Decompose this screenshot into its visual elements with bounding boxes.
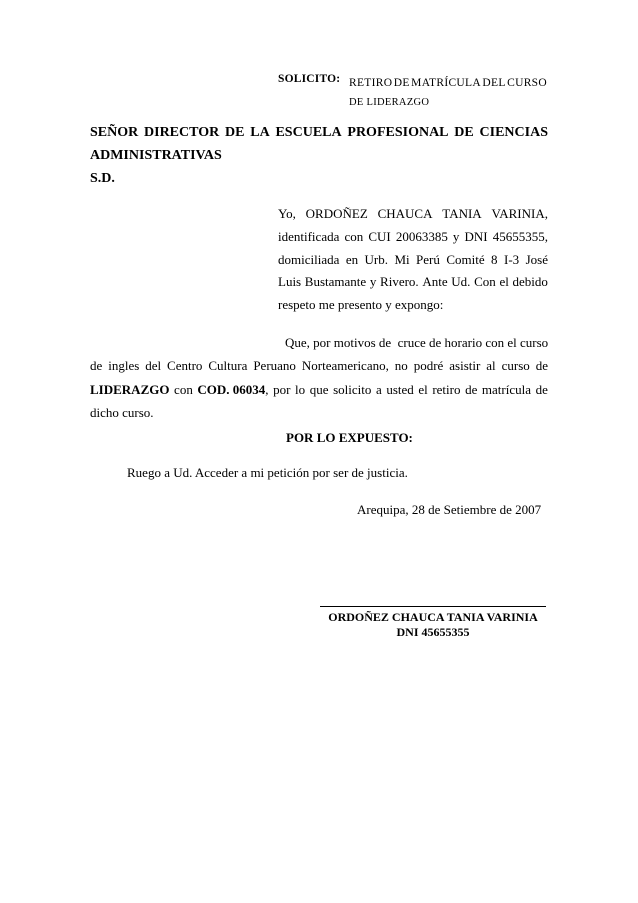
- word: Perú: [416, 251, 440, 267]
- word: CIENCIAS: [479, 125, 548, 140]
- word: Peruano: [253, 358, 296, 374]
- addressee-line3: S.D.: [90, 171, 115, 186]
- place-date: Arequipa, 28 de Setiembre de 2007: [357, 502, 542, 517]
- word: Urb.: [364, 251, 388, 267]
- body-paragraph: [90, 331, 548, 424]
- word: con: [174, 381, 193, 397]
- word: que: [309, 381, 329, 397]
- word: VARINIA,: [491, 206, 548, 221]
- word: el: [418, 381, 428, 397]
- word: DIRECTOR: [144, 125, 220, 140]
- word: y: [369, 274, 377, 290]
- word: José: [525, 251, 548, 267]
- word: TANIA: [442, 206, 482, 221]
- intro-line3: [278, 249, 548, 272]
- word: curso: [501, 358, 530, 374]
- word: Yo,: [278, 206, 296, 221]
- signature-line: [320, 606, 546, 607]
- word: Cultura: [208, 358, 248, 374]
- word: MATRÍCULA: [411, 77, 481, 89]
- word: Comité: [446, 251, 485, 267]
- course-name: LIDERAZGO: [90, 381, 170, 397]
- addressee-line2: ADMINISTRATIVAS: [90, 148, 222, 163]
- body-line4: dicho curso.: [90, 404, 154, 420]
- word: Rivero.: [380, 274, 419, 290]
- word: matrícula: [481, 381, 532, 397]
- addressee-block: [90, 121, 548, 190]
- word: Ante: [422, 274, 448, 290]
- intro-line4: [278, 271, 548, 294]
- petition-text: Ruego a Ud. Acceder a mi petición por ser de justicia.: [127, 465, 408, 480]
- solicito-subject-line1: [349, 73, 547, 93]
- course-code-group: [197, 378, 268, 401]
- word: al: [486, 358, 496, 374]
- word: retiro: [432, 381, 461, 397]
- word: con: [344, 228, 364, 244]
- word: ingles: [108, 358, 140, 374]
- word: asistir: [449, 358, 481, 374]
- signatory-name: ORDOÑEZ CHAUCA TANIA VARINIA: [328, 610, 538, 624]
- word: debido: [512, 274, 548, 290]
- word: ORDOÑEZ: [305, 206, 368, 221]
- word: CURSO: [507, 77, 547, 89]
- word: Ud.: [451, 274, 471, 290]
- solicito-subject: [349, 73, 547, 113]
- course-code: COD. 06034: [197, 381, 266, 397]
- body-line3: [90, 378, 548, 401]
- word: lo: [295, 381, 306, 397]
- word: del: [145, 358, 162, 374]
- word: LA: [250, 125, 270, 140]
- word: usted: [386, 381, 414, 397]
- word: solicito: [333, 381, 372, 397]
- word: DE: [393, 77, 410, 89]
- por-lo-expuesto-heading: POR LO EXPUESTO:: [286, 430, 413, 445]
- word: PROFESIONAL: [347, 125, 449, 140]
- word: y: [452, 228, 460, 244]
- word: 45655355,: [492, 228, 548, 244]
- word: Luis: [278, 274, 302, 290]
- word: 20063385: [395, 228, 448, 244]
- word: Norteamericano,: [301, 358, 389, 374]
- word: Centro: [167, 358, 203, 374]
- word: podré: [413, 358, 444, 374]
- word: ,: [265, 381, 269, 397]
- intro-line5: respeto me presento y expongo:: [278, 297, 444, 313]
- word: en: [345, 251, 359, 267]
- solicito-label: SOLICITO:: [278, 73, 341, 85]
- word: identificada: [278, 228, 340, 244]
- word: DNI: [464, 228, 488, 244]
- word: 8: [491, 251, 498, 267]
- word: no: [394, 358, 408, 374]
- word: RETIRO: [349, 77, 393, 89]
- body-line1: Que, por motivos de cruce de horario con el curso: [285, 335, 549, 350]
- word: de: [535, 381, 548, 397]
- word: de: [465, 381, 478, 397]
- word: de: [90, 358, 103, 374]
- word: CUI: [368, 228, 391, 244]
- word: DE: [454, 125, 474, 140]
- intro-paragraph: [278, 203, 548, 317]
- word: CHAUCA: [377, 206, 433, 221]
- word: SEÑOR: [90, 125, 139, 140]
- word: Mi: [394, 251, 410, 267]
- word: Bustamante: [304, 274, 367, 290]
- signatory-dni: DNI 45655355: [396, 625, 470, 639]
- word: DE: [225, 125, 245, 140]
- word: el: [499, 274, 509, 290]
- solicito-subject-line2: DE LIDERAZGO: [349, 97, 430, 108]
- intro-line1: [278, 203, 548, 226]
- word: ESCUELA: [275, 125, 342, 140]
- word: a: [375, 381, 382, 397]
- word: por: [273, 381, 291, 397]
- body-line2: [90, 354, 548, 377]
- word: DEL: [482, 77, 506, 89]
- word: domiciliada: [278, 251, 340, 267]
- addressee-line1: [90, 121, 548, 144]
- word: I-3: [503, 251, 520, 267]
- intro-line2: [278, 226, 548, 249]
- word: Con: [474, 274, 496, 290]
- word: de: [535, 358, 548, 374]
